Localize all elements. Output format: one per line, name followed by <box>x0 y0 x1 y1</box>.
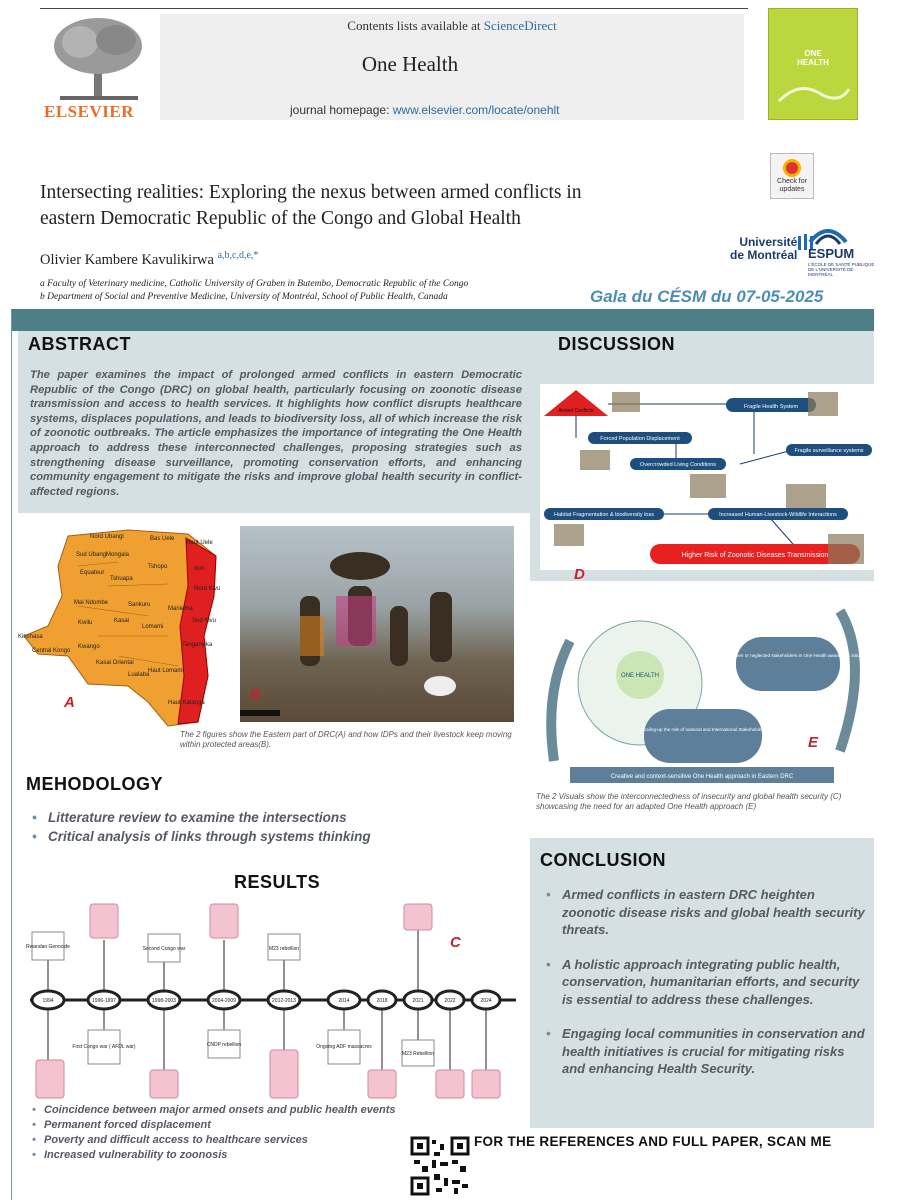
check-updates-label: Check for updates <box>777 178 807 193</box>
contents-line <box>160 18 744 34</box>
d-node: Fragile surveillance systems <box>794 448 864 454</box>
map-label: Kwilu <box>78 620 93 626</box>
left-accent-bar <box>0 309 12 1200</box>
figure-label-d: D <box>574 566 585 583</box>
title-line-2: eastern Democratic Republic of the Congo and Global Health <box>40 208 521 229</box>
photo-detail <box>390 606 408 666</box>
author-name: Olivier Kambere Kavulikirwa <box>40 251 214 268</box>
journal-name: One Health <box>361 52 459 76</box>
timeline-year: 2012-2013 <box>272 998 296 1004</box>
map-label: Bas Uele <box>150 536 175 542</box>
map-label: Equateur <box>80 570 105 576</box>
methodology-heading: MEHODOLOGY <box>26 774 164 794</box>
timeline-event: Rwandan Genocide <box>26 944 70 950</box>
results-item: • Permanent forced displacement <box>30 1118 510 1133</box>
title-line-1: Intersecting realities: Exploring the nexus between armed conflicts in <box>40 182 582 203</box>
timeline-year: 1996-1997 <box>92 998 116 1004</box>
timeline-figure <box>26 900 520 1100</box>
results-item: • Coincidence between major armed onsets and public health events <box>30 1103 510 1118</box>
espum-subtitle: L'ÉCOLE DE SANTÉ PUBLIQUE DE L'UNIVERSITÉ DE MONTRÉAL <box>808 262 875 277</box>
udem-line-2: de Montréal <box>730 248 798 262</box>
homepage-prefix: journal homepage: <box>290 103 390 117</box>
map-label: Central Kongo <box>32 648 71 654</box>
map-label: Mai Ndombe <box>74 600 109 606</box>
abstract-text: The paper examines the impact of prolonged armed conflicts in eastern Democratic Republic of the Congo (DRC) on global health, particularly focusing on zoonotic disease transmission and access to health services. It highlights how conflict disrupts healthcare systems, displaces populations, and leads to biodiversity loss, all of which increase the risk of zoonotic outbreaks. The article emphasizes the importance of integrating the One Health approach to address these interconnected challenges, proposing strategies such as strengthening disease surveillance, promoting conservation efforts, and enhancing community engagement to mitigate the risks and improve global health security in conflict-affected regions. <box>30 369 522 498</box>
map-label: Haut Uele <box>186 540 213 546</box>
paper-title <box>40 180 730 232</box>
photo-detail <box>330 552 390 580</box>
d-node: Forced Population Displacement <box>600 436 680 442</box>
figure-label-b: B <box>250 686 261 703</box>
homepage-link[interactable]: www.elsevier.com/locate/onehlt <box>392 103 560 117</box>
d-node: Overcrowded Living Conditions <box>639 462 717 468</box>
udem-line-1: Université <box>739 235 798 249</box>
map-label: Tanganyika <box>182 642 213 648</box>
timeline-year: 2022 <box>444 998 456 1004</box>
affiliation-a: a Faculty of Veterinary medicine, Catholic University of Graben in Butembo, Democratic Republic of the Congo <box>40 279 469 289</box>
espum-emblem-icon <box>808 224 848 246</box>
map-label: Kasai <box>114 618 130 624</box>
photo-detail <box>430 592 452 662</box>
timeline-year: 2018 <box>376 998 388 1004</box>
map-label: Tshuapa <box>110 576 133 582</box>
map-label: Kwango <box>78 644 100 650</box>
d-node: Higher Risk of Zoonotic Diseases Transmission <box>681 552 829 559</box>
conclusion-item: • Engaging local communities in conservation and health initiatives is crucial for mitigating risks and enhancing Health Security. <box>544 1025 870 1078</box>
section-divider-band <box>0 309 874 331</box>
results-item: • Increased vulnerability to zoonosis <box>30 1148 510 1163</box>
methodology-list <box>30 808 510 846</box>
affiliation-b: b Department of Social and Preventive Medicine, University of Montréal, School of Public Health, Canada <box>40 292 448 302</box>
qr-code[interactable] <box>410 1136 470 1196</box>
map-label: Sankuru <box>128 602 151 608</box>
figure-e <box>540 601 870 787</box>
author-affiliation-marks[interactable]: a,b,c,d,e,* <box>217 250 259 261</box>
timeline-event: Ongoing ADF massacres <box>316 1044 372 1050</box>
map-label: Ituri <box>194 566 205 572</box>
bookmark-icon <box>783 159 801 177</box>
figure-label-e: E <box>808 734 819 751</box>
idp-photo <box>240 526 514 722</box>
check-for-updates-badge[interactable] <box>770 153 814 199</box>
figure-d <box>540 384 874 570</box>
timeline-event: M23 rebellion <box>268 946 300 952</box>
map-label: Maniema <box>168 606 193 612</box>
map-label: Lualaba <box>128 672 150 678</box>
e-box-1: Including forgotten or neglected stakeholders in One Health awareness initiatives <box>705 653 870 658</box>
d-node: Fragile Health System <box>743 404 799 410</box>
timeline-event: First Congo war ( AFDL war) <box>72 1044 136 1050</box>
abstract-heading: ABSTRACT <box>28 334 131 354</box>
conclusion-item: • A holistic approach integrating public health, conservation, humanitarian efforts, and security is essential to address these challenges. <box>544 956 870 1009</box>
cover-title: ONE HEALTH <box>797 49 829 67</box>
map-label: Nord Kivu <box>194 586 221 592</box>
figure-de-caption: The 2 Visuals show the interconnectedness of insecurity and global health security (C) showcasing the need for an adapted One Health approach (E) <box>536 792 842 811</box>
map-label: Tshopo <box>148 564 168 570</box>
timeline-year: 1994 <box>42 998 54 1004</box>
scan-me-text: FOR THE REFERENCES AND FULL PAPER, SCAN ME <box>474 1134 832 1149</box>
conclusion-list <box>544 886 870 1095</box>
espum-logo: ESPUM <box>808 246 855 261</box>
conclusion-heading: CONCLUSION <box>540 850 666 870</box>
d-node: Habitat Fragmentation & biodiversity loss <box>554 512 654 518</box>
map-label: Kasai Oriental <box>96 660 134 666</box>
timeline-event: M23 Rebellion <box>402 1051 434 1057</box>
map-label: Sud Ubangi <box>76 552 108 558</box>
d-node: Increased Human-Livestock-Wildlife Interactions <box>719 512 837 518</box>
udem-logo <box>730 236 797 262</box>
map-label: Haut Katanga <box>168 700 205 706</box>
figure-label-c: C <box>450 934 461 951</box>
map-label: Nord Ubangi <box>90 534 124 540</box>
methodology-item: • Critical analysis of links through systems thinking <box>30 827 510 846</box>
contents-prefix: Contents lists available at <box>347 18 481 33</box>
d-node: Armed Conflicts <box>558 408 594 414</box>
timeline-year: 2004-2009 <box>212 998 236 1004</box>
figure-label-a: A <box>64 694 75 711</box>
map-label: Sud Kivu <box>192 618 217 624</box>
timeline-year: 2024 <box>480 998 492 1004</box>
map-label: Kinshasa <box>18 634 43 640</box>
timeline-event: CNDP rebellion <box>206 1042 242 1048</box>
e-title: Creative and context-sensitive One Health approach in Eastern DRC <box>610 774 794 780</box>
figure-ab-caption: The 2 figures show the Eastern part of DRC(A) and how IDPs and their livestock keep moving within protected areas(B). <box>180 730 512 749</box>
results-item: • Poverty and difficult access to healthcare services <box>30 1133 510 1148</box>
map-label: Lomami <box>142 624 164 630</box>
e-center: ONE HEALTH <box>621 673 659 679</box>
methodology-item: • Litterature review to examine the intersections <box>30 808 510 827</box>
timeline-year: 2014 <box>338 998 350 1004</box>
publisher-name: ELSEVIER <box>44 102 134 121</box>
results-heading: RESULTS <box>234 872 321 892</box>
discussion-heading: DISCUSSION <box>558 334 676 354</box>
timeline-event: Second Congo war <box>142 946 186 952</box>
e-box-2: Scaling-up the role of national and International Stakeholders <box>640 727 766 732</box>
author <box>40 250 258 269</box>
map-label: Haut Lomami <box>148 668 184 674</box>
map-label: Mongala <box>106 552 130 558</box>
event-title: Gala du CÉSM du 07-05-2025 <box>590 287 824 306</box>
homepage-line <box>290 103 560 117</box>
timeline-year: 2021 <box>412 998 424 1004</box>
journal-cover <box>768 8 858 120</box>
conclusion-item: • Armed conflicts in eastern DRC heighten zoonotic disease risks and global health security threats. <box>544 886 870 939</box>
sciencedirect-link[interactable]: ScienceDirect <box>483 18 557 33</box>
drc-map-figure <box>18 526 230 732</box>
timeline-year: 1998-2003 <box>152 998 176 1004</box>
